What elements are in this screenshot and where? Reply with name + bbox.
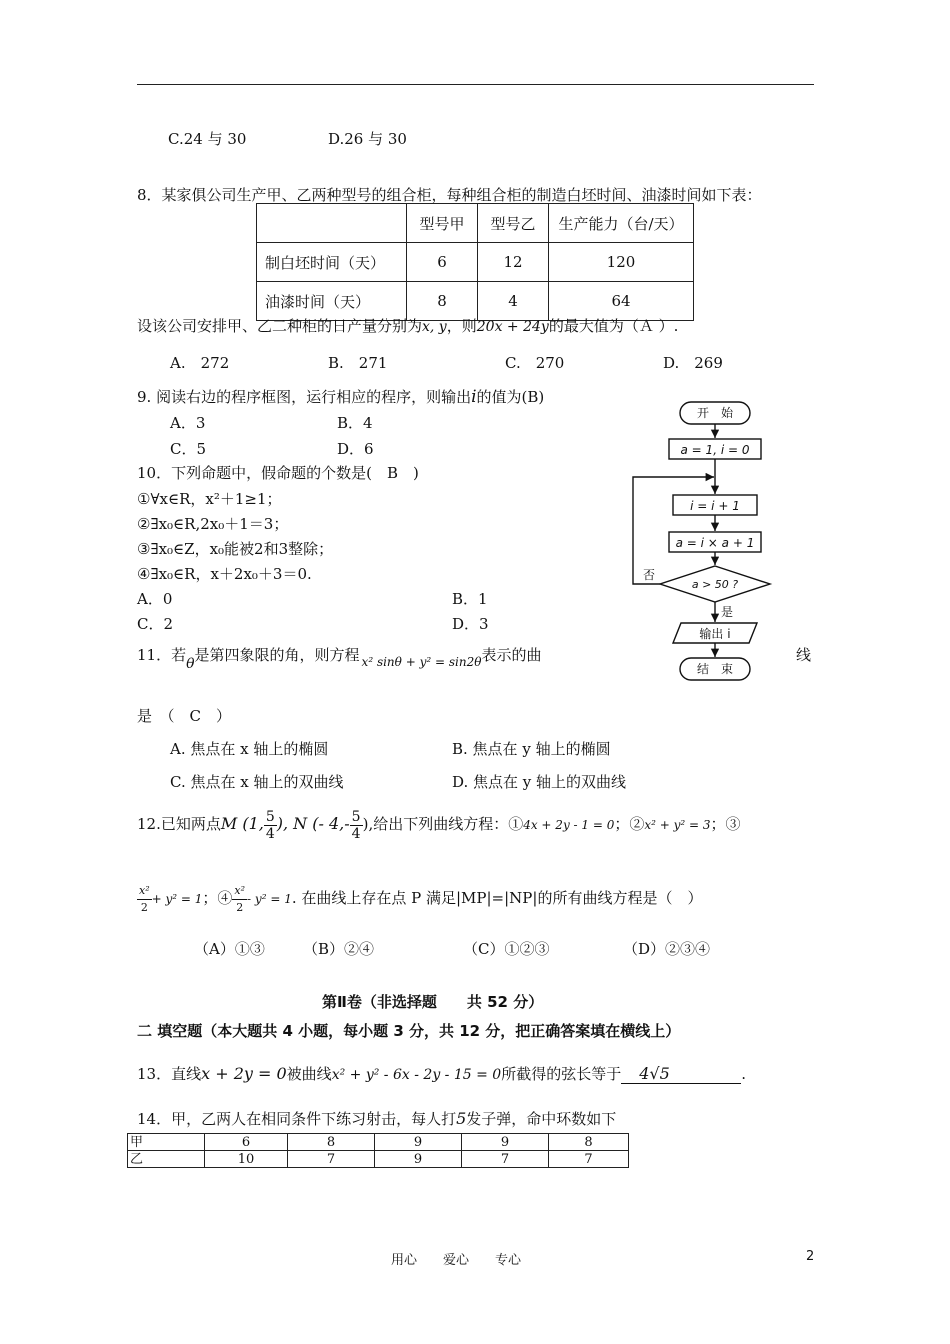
table-cell: 7 [462,1151,549,1168]
q14-count: 5 [456,1109,467,1128]
q11-option-a: A. 焦点在 x 轴上的椭圆 [170,740,329,758]
table-row [128,1151,629,1168]
q12-stem [137,804,741,845]
q8-table [256,203,694,321]
flow-yes-label: 是 [720,605,734,619]
q12-stem-text-a: 12.已知两点 [137,815,221,833]
q8-vars: x, y [422,319,447,335]
q13-stem [137,1063,746,1084]
q8-option-c: C. 270 [505,354,565,372]
q12-equation-1: 4x + 2y - 1 = 0 [523,818,615,832]
flow-start-label: 开 始 [696,406,734,420]
q9-var: i [471,387,477,407]
q13-line-equation: x + 2y = 0 [201,1064,287,1083]
q8-question-text-a: 设该公司安排甲、乙二种柜的日产量分别为 [137,317,423,335]
fraction-numerator: x² [232,883,247,900]
table-cell: 10 [205,1151,288,1168]
table-cell: 8 [549,1134,629,1151]
table-cell: 64 [549,282,694,321]
flow-end-label: 结 束 [696,662,734,676]
q13-stem-text-b: 被曲线 [286,1065,332,1083]
table-cell: 7 [549,1151,629,1168]
q10-option-d: D．3 [452,615,489,633]
footer-motto: 用心 爱心 专心 [391,1253,522,1268]
q12-separator-2: ；③ [710,815,741,833]
q9-stem [137,386,544,407]
table-cell: 4 [478,282,549,321]
q12-option-c: （C）①②③ [463,940,550,958]
q10-option-a: A．0 [137,590,173,608]
q12-stem-text-b: ),给出下列曲线方程：① [362,815,524,833]
fraction-denominator: 4 [351,825,361,842]
q9-option-c: C．5 [170,440,207,458]
q11-equation: x² sinθ + y² = sin2θ [361,655,482,669]
fraction-denominator: 2 [236,900,244,914]
q12-equation-4-fraction [232,883,247,916]
q12-option-b: （B）②④ [303,940,375,958]
q13-period: . [741,1065,747,1083]
table-row [128,1134,629,1151]
fraction-denominator: 2 [140,900,148,914]
q13-answer: 4√5 [639,1064,670,1083]
q14-stem-text-a: 14．甲，乙两人在相同条件下练习射击，每人打 [137,1110,457,1128]
table-cell: 型号乙 [478,204,549,243]
q10-item-1: ①∀x∈R，x²＋1≥1； [137,490,282,508]
q9-option-a: A．3 [170,414,206,432]
q8-option-b: B. 271 [328,354,388,372]
q12-fraction-m [264,809,277,842]
table-cell: 120 [549,243,694,282]
q10-item-3: ③∃x₀∈Z，x₀能被2和3整除； [137,540,334,558]
table-cell: 甲 [128,1134,205,1151]
q13-curve-equation: x² + y² - 6x - 2y - 15 = 0 [331,1067,502,1083]
q11-option-c: C. 焦点在 x 轴上的双曲线 [170,773,344,791]
table-cell: 6 [205,1134,288,1151]
table-cell: 乙 [128,1151,205,1168]
q8-option-a: A. 272 [170,354,230,372]
table-header-row [257,204,694,243]
q13-stem-text-a: 13．直线 [137,1065,202,1083]
q12-point-m: M (1, [220,814,264,833]
q9-option-b: B．4 [337,414,373,432]
q12-point-n: ), N (- 4,- [276,814,350,833]
q10-item-4: ④∃x₀∈R，x＋2x₀＋3＝0. [137,565,312,583]
flow-output-label: 输出 i [699,627,731,641]
table-cell: 9 [375,1151,462,1168]
table-cell: 型号甲 [407,204,478,243]
table-cell: 8 [288,1134,375,1151]
q9-stem-text-a: 9. 阅读右边的程序框图，运行相应的程序，则输出 [137,388,472,406]
q11-stem-text-a: 11．若 [137,646,187,664]
table-cell: 9 [375,1134,462,1151]
q14-stem-text-b: 发子弹，命中环数如下 [466,1110,617,1128]
q13-stem-text-c: 所截得的弦长等于 [501,1065,622,1083]
q10-option-b: B．1 [452,590,488,608]
q12-stem-continued [137,876,702,921]
q12-separator-1: ；② [614,815,645,833]
flow-init-label: a = 1, i = 0 [680,443,750,457]
q12-equation-4: - y² = 1 [247,892,292,906]
q11-stem [137,644,542,672]
q8-objective: 20x + 24y [476,319,549,335]
q12-equation-2: x² + y² = 3 [644,818,711,832]
table-cell: 7 [288,1151,375,1168]
q12-separator-3: ；④ [202,889,233,907]
q11-stem-text-b: 是第四象限的角，则方程 [194,646,360,664]
q12-option-d: （D）②③④ [623,940,711,958]
q11-stem-wrap: 线 [796,646,812,664]
q9-option-d: D．6 [337,440,374,458]
q11-option-d: D. 焦点在 y 轴上的双曲线 [452,773,627,791]
table-row [257,243,694,282]
q11-option-b: B. 焦点在 y 轴上的椭圆 [452,740,611,758]
fraction-numerator: 5 [351,808,361,825]
q12-equation-3: + y² = 1 [151,892,203,906]
q9-stem-text-b: 的值为(B) [476,388,545,406]
q7-option-d: D.26 与 30 [328,130,407,148]
q7-option-c: C.24 与 30 [168,130,247,148]
flow-increment-label: i = i + 1 [690,499,740,513]
table-cell: 9 [462,1134,549,1151]
flow-update-label: a = i × a + 1 [675,536,755,550]
q14-stem [137,1108,616,1129]
q12-option-a: （A）①③ [194,940,265,958]
q12-stem-text-c: . 在曲线上存在点 P 满足|MP|=|NP|的所有曲线方程是（ ） [291,889,703,907]
page-number: 2 [806,1249,815,1264]
table-cell: 6 [407,243,478,282]
q11-theta: θ [186,656,195,672]
q8-question-text-b: ，则 [446,317,477,335]
header-rule [137,84,814,85]
section-heading: 二 填空题（本大题共 4 小题，每小题 3 分，共 12 分，把正确答案填在横线上） [137,1022,681,1040]
q12-fraction-n [350,809,363,842]
q8-question [137,315,678,336]
table-cell: 8 [407,282,478,321]
q11-stem-text-c: 表示的曲 [481,646,542,664]
q10-item-2: ②∃x₀∈R,2x₀＋1＝3； [137,515,289,533]
fraction-denominator: 4 [265,825,275,842]
q8-option-d: D. 269 [663,354,723,372]
fraction-numerator: x² [137,883,152,900]
q12-equation-3-fraction [137,883,152,916]
q10-stem: 10．下列命题中，假命题的个数是( B ) [137,464,419,482]
q10-option-c: C．2 [137,615,174,633]
table-cell: 12 [478,243,549,282]
part2-title: 第Ⅱ卷（非选择题 共 52 分） [322,993,544,1011]
flow-no-label: 否 [642,568,656,582]
q14-table [127,1133,629,1168]
table-cell: 油漆时间（天） [257,282,407,321]
fraction-numerator: 5 [265,808,275,825]
table-cell: 制白坯时间（天） [257,243,407,282]
q8-question-text-c: 的最大值为（Ａ ）. [548,317,679,335]
q13-answer-blank [621,1064,741,1084]
program-flowchart [625,398,785,688]
table-cell [257,204,407,243]
table-cell: 生产能力（台/天） [549,204,694,243]
flow-condition-label: a > 50 ? [691,578,739,591]
q11-stem-continued: 是 （ C ） [137,707,231,725]
q8-stem: 8．某家俱公司生产甲、乙两种型号的组合柜，每种组合柜的制造白坯时间、油漆时间如下表： [137,186,762,204]
